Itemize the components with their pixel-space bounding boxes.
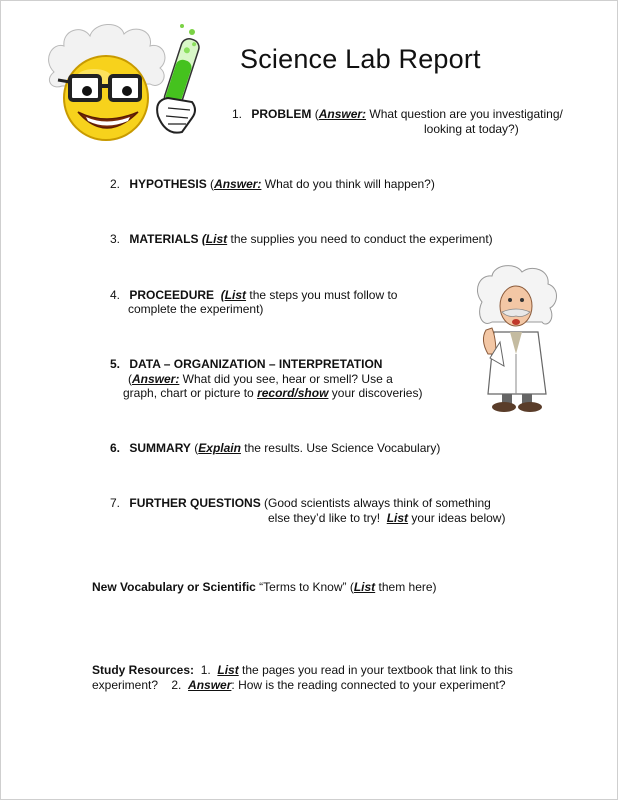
keyword: Answer: — [318, 107, 367, 121]
item-further-questions-line2 — [268, 511, 505, 526]
paren — [214, 288, 221, 302]
item-problem-line2: looking at today?) — [424, 122, 519, 136]
item-proceedure — [110, 288, 397, 303]
item-text: : How is the reading connected to your experiment? — [231, 678, 506, 692]
vocabulary-line — [92, 580, 437, 595]
paren: ( — [190, 441, 199, 455]
keyword: (List — [220, 288, 247, 302]
keyword: Explain — [198, 441, 241, 455]
item-text: “Terms to Know” ( — [255, 580, 354, 594]
item-number: 3. — [110, 232, 121, 246]
keyword: List — [217, 663, 239, 677]
item-text: the supplies you need to conduct the experiment) — [227, 232, 493, 246]
item-proceedure-line2: complete the experiment) — [128, 302, 264, 316]
item-number: 2. — [110, 177, 121, 191]
item-text: (Good scientists always think of something — [260, 496, 491, 510]
vocabulary-heading: New Vocabulary or Scientific — [92, 580, 256, 594]
item-text: your ideas below) — [408, 511, 506, 525]
item-text: the pages you read in your textbook that link to this — [238, 663, 513, 677]
item-heading: SUMMARY — [129, 441, 191, 455]
study-resources-line2 — [92, 678, 506, 693]
item-heading: FURTHER QUESTIONS — [129, 496, 261, 510]
item-hypothesis — [110, 177, 435, 192]
item-number: 5. — [110, 357, 121, 371]
item-heading: HYPOTHESIS — [129, 177, 207, 191]
item-text: 1. — [194, 663, 218, 677]
keyword: Answer: — [132, 372, 180, 386]
keyword: (List — [201, 232, 228, 246]
paren: ( — [311, 107, 319, 121]
item-text: them here) — [375, 580, 437, 594]
item-number: 7. — [110, 496, 121, 510]
item-problem — [232, 107, 563, 122]
item-further-questions — [110, 496, 491, 511]
item-materials — [110, 232, 493, 247]
item-number: 1. — [232, 107, 243, 121]
item-summary — [110, 441, 440, 456]
item-heading: MATERIALS — [129, 232, 199, 246]
item-data-line3 — [123, 386, 422, 401]
item-number: 6. — [110, 441, 121, 455]
item-heading: PROCEEDURE — [129, 288, 215, 302]
item-text: else they’d like to try! — [268, 511, 387, 525]
item-text: experiment? 2. — [92, 678, 189, 692]
item-text: the steps you must follow to — [246, 288, 398, 302]
keyword: List — [386, 511, 409, 525]
paren: ( — [128, 372, 132, 386]
item-heading: PROBLEM — [251, 107, 312, 121]
study-heading: Study Resources: — [92, 663, 195, 677]
page-title: Science Lab Report — [240, 44, 481, 74]
item-data — [110, 357, 382, 372]
item-heading: DATA – ORGANIZATION – INTERPRETATION — [129, 357, 383, 371]
einstein-scientist-icon — [472, 262, 562, 414]
item-text: What do you think will happen?) — [261, 177, 435, 191]
item-text: the results. Use Science Vocabulary) — [240, 441, 441, 455]
item-number: 4. — [110, 288, 121, 302]
keyword: Answer — [188, 678, 232, 692]
item-text: What did you see, hear or smell? Use a — [179, 372, 393, 386]
keyword: List — [353, 580, 376, 594]
keyword: Answer: — [214, 177, 262, 191]
smiley-scientist-icon — [42, 20, 202, 145]
study-resources-line1 — [92, 663, 513, 678]
item-text: graph, chart or picture to — [123, 386, 258, 400]
item-data-line2 — [128, 372, 393, 387]
item-text: What question are you investigating/ — [366, 107, 563, 121]
paren: ( — [206, 177, 215, 191]
item-text: your discoveries) — [328, 386, 423, 400]
keyword: record/show — [257, 386, 329, 400]
